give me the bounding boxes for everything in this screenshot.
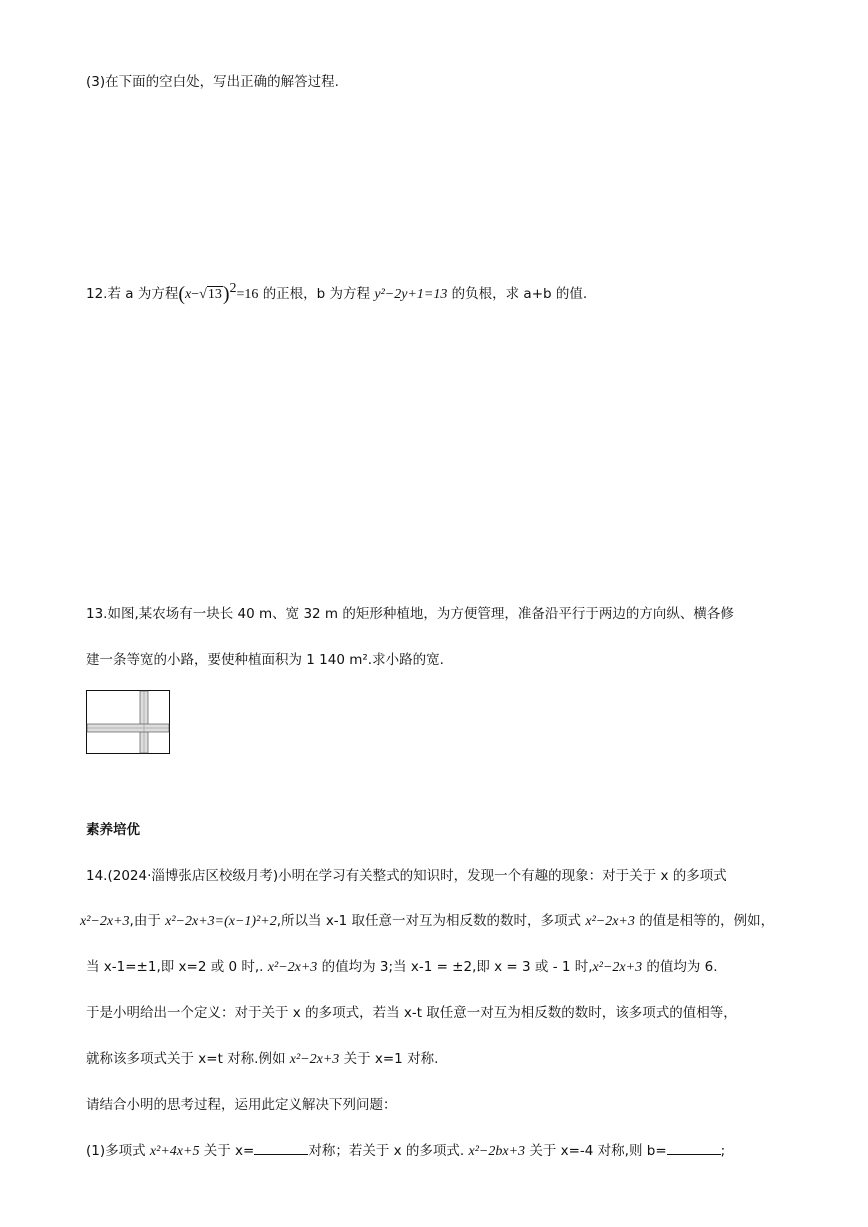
q14-part1-end: ; [720,1143,726,1159]
q14-line-3 [86,955,718,976]
q14-part1-lead: (1)多项式 [86,1143,146,1159]
q14-poly-5: x²−2x+3 [289,1052,340,1067]
q12-exponent: 2 [229,281,237,296]
q14-line-4: 于是小明给出一个定义：对于关于 x 的多项式，若当 x-t 取任意一对互为相反数的数时，该多项式的值相等， [86,1005,737,1021]
q14-part1-about: 关于 x= [203,1143,255,1159]
q14-line-2 [80,909,774,930]
q12-rhs: =16 [236,287,259,302]
q14-poly-3: x²−2x+3 [267,960,318,975]
q14-text-so: ,所以当 x-1 取任意一对互为相反数的数时，多项式 [276,913,582,929]
field-border [87,691,170,754]
q14-poly-1: x²−2x+3 [80,914,130,929]
q14-line-6: 请结合小明的思考过程，运用此定义解决下列问题： [86,1097,397,1113]
q14-example-1: 当 x-1=±1,即 x=2 或 0 时,. [86,959,264,975]
q14-example-result: 的值均为 6. [646,959,718,975]
q12-mid: 的正根，b 为方程 [262,286,371,302]
q14-line-5 [86,1047,438,1068]
q14-identity: x²−2x+3=(x−1)²+2 [165,914,277,929]
field-figure [86,690,170,754]
q14-example-2: 的值均为 3;当 x-1 = ±2,即 x = 3 或 - 1 时, [321,959,593,975]
q14-part1-then: 关于 x=-4 对称,则 b= [529,1143,667,1159]
answer-blank-b[interactable] [667,1142,721,1155]
section-title: 素养培优 [86,822,140,838]
q13-line-2: 建一条等宽的小路，要使种植面积为 1 140 m².求小路的宽. [86,652,444,668]
q14-part1-mid: 对称；若关于 x 的多项式. [308,1143,465,1159]
q14-text-equal: 的值是相等的，例如， [639,913,775,929]
q12-minus: − [191,287,200,302]
q12-tail: 的负根，求 a+b 的值. [451,286,588,302]
q12-right-paren: ) [222,283,230,305]
q14-line-1: 14.(2024·淄博张店区校级月考)小明在学习有关整式的知识时，发现一个有趣的现象：对于关于 x 的多项式 [86,868,727,884]
q12-sqrt-symbol: √ [199,287,207,302]
q12-sqrt-radicand: 13 [207,287,222,302]
answer-blank-t[interactable] [254,1142,308,1155]
q14-poly-2: x²−2x+3 [585,914,635,929]
q14-symmetric-about: 关于 x=1 对称. [343,1051,439,1067]
q12-lead: 12.若 a 为方程 [86,286,179,302]
q12-left-paren: ( [178,283,185,305]
q14-line-7 [86,1139,725,1160]
part3-prompt: (3)在下面的空白处，写出正确的解答过程. [86,74,339,90]
q12-equation-2: y²−2y+1=13 [374,287,448,302]
question-12 [86,282,587,306]
q13-line-1: 13.如图,某农场有一块长 40 m、宽 32 m 的矩形种植地，为方便管理，准备沿平行于两边的方向纵、横各修 [86,606,734,622]
q14-part1-poly-b: x²−2bx+3 [468,1144,526,1159]
q12-var-x: x [185,287,192,302]
q14-poly-4: x²−2x+3 [592,960,643,975]
q14-part1-poly: x²+4x+5 [149,1144,200,1159]
q14-definition-example: 就称该多项式关于 x=t 对称.例如 [86,1051,286,1067]
q14-text-because: ,由于 [129,913,161,929]
